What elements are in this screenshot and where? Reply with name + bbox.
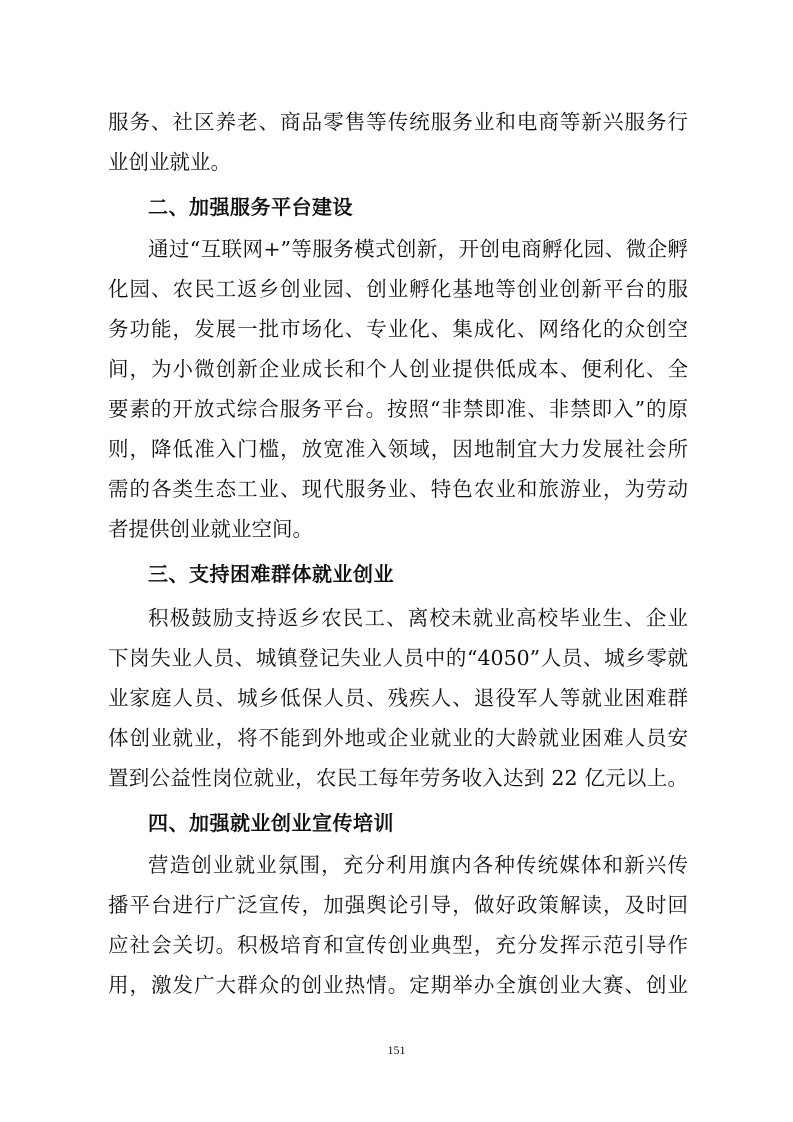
text-line: 业创业就业。 <box>108 150 231 174</box>
text-line: 营造创业就业氛围，充分利用旗内各种传统媒体和新兴传 <box>148 853 688 877</box>
text-line: 下岗失业人员、城镇登记失业人员中的“4050”人员、城乡零就 <box>108 646 688 670</box>
text-line: 通过“互联网+”等服务模式创新，开创电商孵化园、微企孵 <box>148 237 688 261</box>
text-line: 要素的开放式综合服务平台。按照“非禁即准、非禁即入”的原 <box>108 397 688 421</box>
text-line: 间，为小微创新企业成长和个人创业提供低成本、便利化、全 <box>108 357 688 381</box>
text-line: 化园、农民工返乡创业园、创业孵化基地等创业创新平台的服 <box>108 277 688 301</box>
text-line: 体创业就业，将不能到外地或企业就业的大龄就业困难人员安 <box>108 726 688 750</box>
text-line: 用，激发广大群众的创业热情。定期举办全旗创业大赛、创业 <box>108 973 688 997</box>
text-line: 播平台进行广泛宣传，加强舆论引导，做好政策解读，及时回 <box>108 893 688 917</box>
text-line: 置到公益性岗位就业，农民工每年劳务收入达到 22 亿元以上。 <box>108 766 688 790</box>
text-line: 应社会关切。积极培育和宣传创业典型，充分发挥示范引导作 <box>108 933 688 957</box>
text-line: 业家庭人员、城乡低保人员、残疾人、退役军人等就业困难群 <box>108 686 688 710</box>
section-heading: 四、加强就业创业宣传培训 <box>148 811 394 835</box>
text-line: 需的各类生态工业、现代服务业、特色农业和旅游业，为劳动 <box>108 477 688 501</box>
text-line: 者提供创业就业空间。 <box>108 517 313 541</box>
page-number: 151 <box>387 1043 406 1057</box>
section-heading: 二、加强服务平台建设 <box>148 195 353 219</box>
section-heading: 三、支持困难群体就业创业 <box>148 562 394 586</box>
text-line: 积极鼓励支持返乡农民工、离校未就业高校毕业生、企业 <box>148 606 688 630</box>
text-line: 则，降低准入门槛，放宽准入领域，因地制宜大力发展社会所 <box>108 437 688 461</box>
text-line: 服务、社区养老、商品零售等传统服务业和电商等新兴服务行 <box>108 110 688 134</box>
text-line: 务功能，发展一批市场化、专业化、集成化、网络化的众创空 <box>108 317 688 341</box>
